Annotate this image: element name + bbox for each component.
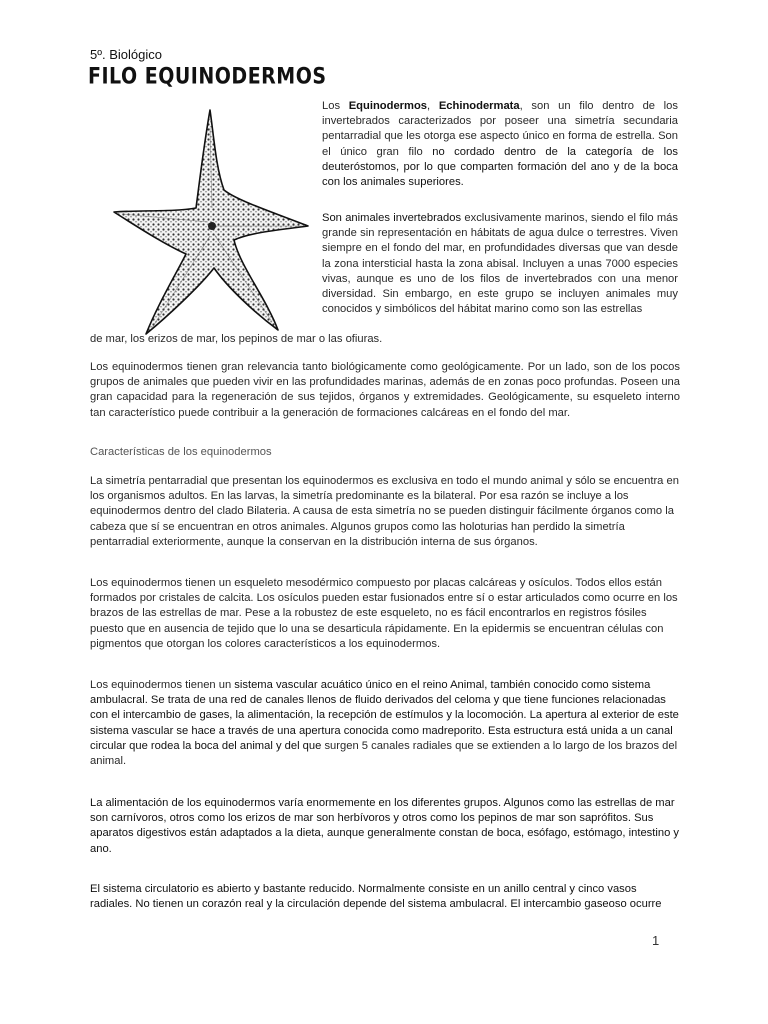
- skeleton-paragraph: Los equinodermos tienen un esqueleto mesodérmico compuesto por placas calcáreas y osículos. Todos ellos están formados por cristales de calcita. Los osículos pueden estar fusionados entre sí o estar articulados como ocurre en los brazos de las estrellas de mar. Pese a la robustez de este esqueleto, no es fácil encontrarlos en registros fósiles puesto que en ausencia de tejido que lo una se desarticula rápidamente. En la epidermis se encuentran células con pigmentos que otorgan los colores característicos a los equinodermos.: [90, 577, 678, 650]
- starfish-icon: [112, 108, 312, 336]
- section-heading: Características de los equinodermos: [90, 446, 272, 458]
- grade-label: 5º. Biológico: [90, 47, 162, 62]
- vascular-system-paragraph: Los equinodermos tienen un sistema vascular acuático único en el reino Animal, también conocido como sistema ambulacral. Se trata de una red de canales llenos de fluido derivados del celoma y que tiene funciones relacionadas con el intercambio de gases, la alimentación, la recepción de estímulos y la locomoción. La apertura al exterior de este sistema vascular se hace a través de una apertura conocida como madreporito. Esta estructura está unida a un canal circular que rodea la boca del animal y del que surgen 5 canales radiales que se extienden a lo largo de los brazos del animal.: [90, 679, 679, 768]
- intro-paragraph-1: Los Equinodermos, Echinodermata, son un filo dentro de los invertebrados caracterizados por poseer una simetría secundaria pentarradial que les otorga ese aspecto único en forma de estrella. Son el único gran filo no cordado dentro de la categoría de los deuteróstomos, por lo que comparten formación del ano y de la boca con los animales superiores.: [322, 100, 678, 189]
- relevance-paragraph: Los equinodermos tienen gran relevancia tanto biológicamente como geológicamente. Por un lado, son de los pocos grupos de animales que pueden vivir en las profundidades marinas, además de en zonas poco profundas. Poseen una gran capacidad para la regeneración de sus tejidos, órganos y extremidades. Geológicamente, su esqueleto interno tan característico puede contribuir a la generación de formaciones calcáreas en el fondo del mar.: [90, 361, 680, 419]
- symmetry-paragraph: La simetría pentarradial que presentan los equinodermos es exclusiva en todo el mundo animal y sólo se encuentra en los organismos adultos. En las larvas, la simetría predominante es la bilateral. Por esa razón se incluye a los equinodermos dentro del clado Bilateria. A causa de esta simetría no se pueden distinguir fácilmente órganos como la cabeza que sí se encuentran en otros animales. Algunos grupos como las holoturias han perdido la simetría pentarradial exteriormente, aunque la conservan en la distribución interna de sus órganos.: [90, 475, 679, 548]
- feeding-paragraph: La alimentación de los equinodermos varía enormemente en los diferentes grupos. Algunos como las estrellas de mar son carnívoros, otros como los erizos de mar son herbívoros y otros como los pepinos de mar son saprófitos. Sus aparatos digestivos están adaptados a la dieta, aunque generalmente constan de boca, esófago, estómago, intestino y ano.: [90, 797, 679, 855]
- page-title: FILO EQUINODERMOS: [88, 64, 327, 90]
- intro-paragraph-2-continuation: de mar, los erizos de mar, los pepinos de mar o las ofiuras.: [90, 333, 383, 345]
- page-number: 1: [652, 933, 660, 948]
- intro-paragraph-2: Son animales invertebrados exclusivamente marinos, siendo el filo más grande sin representación en hábitats de agua dulce o terrestres. Viven siempre en el fondo del mar, en profundidades diversas que van desde la zona intersticial hasta la zona abisal. Incluyen a unas 7000 especies vivas, aunque es uno de los filos de invertebrados con una menor diversidad. Sin embargo, en este grupo se incluyen animales muy conocidos y simbólicos del hábitat marino como son las estrellas: [322, 212, 679, 316]
- circulatory-paragraph: El sistema circulatorio es abierto y bastante reducido. Normalmente consiste en un anillo central y cinco vasos radiales. No tienen un corazón real y la circulación depende del sistema ambulacral. El intercambio gaseoso ocurre: [90, 883, 662, 911]
